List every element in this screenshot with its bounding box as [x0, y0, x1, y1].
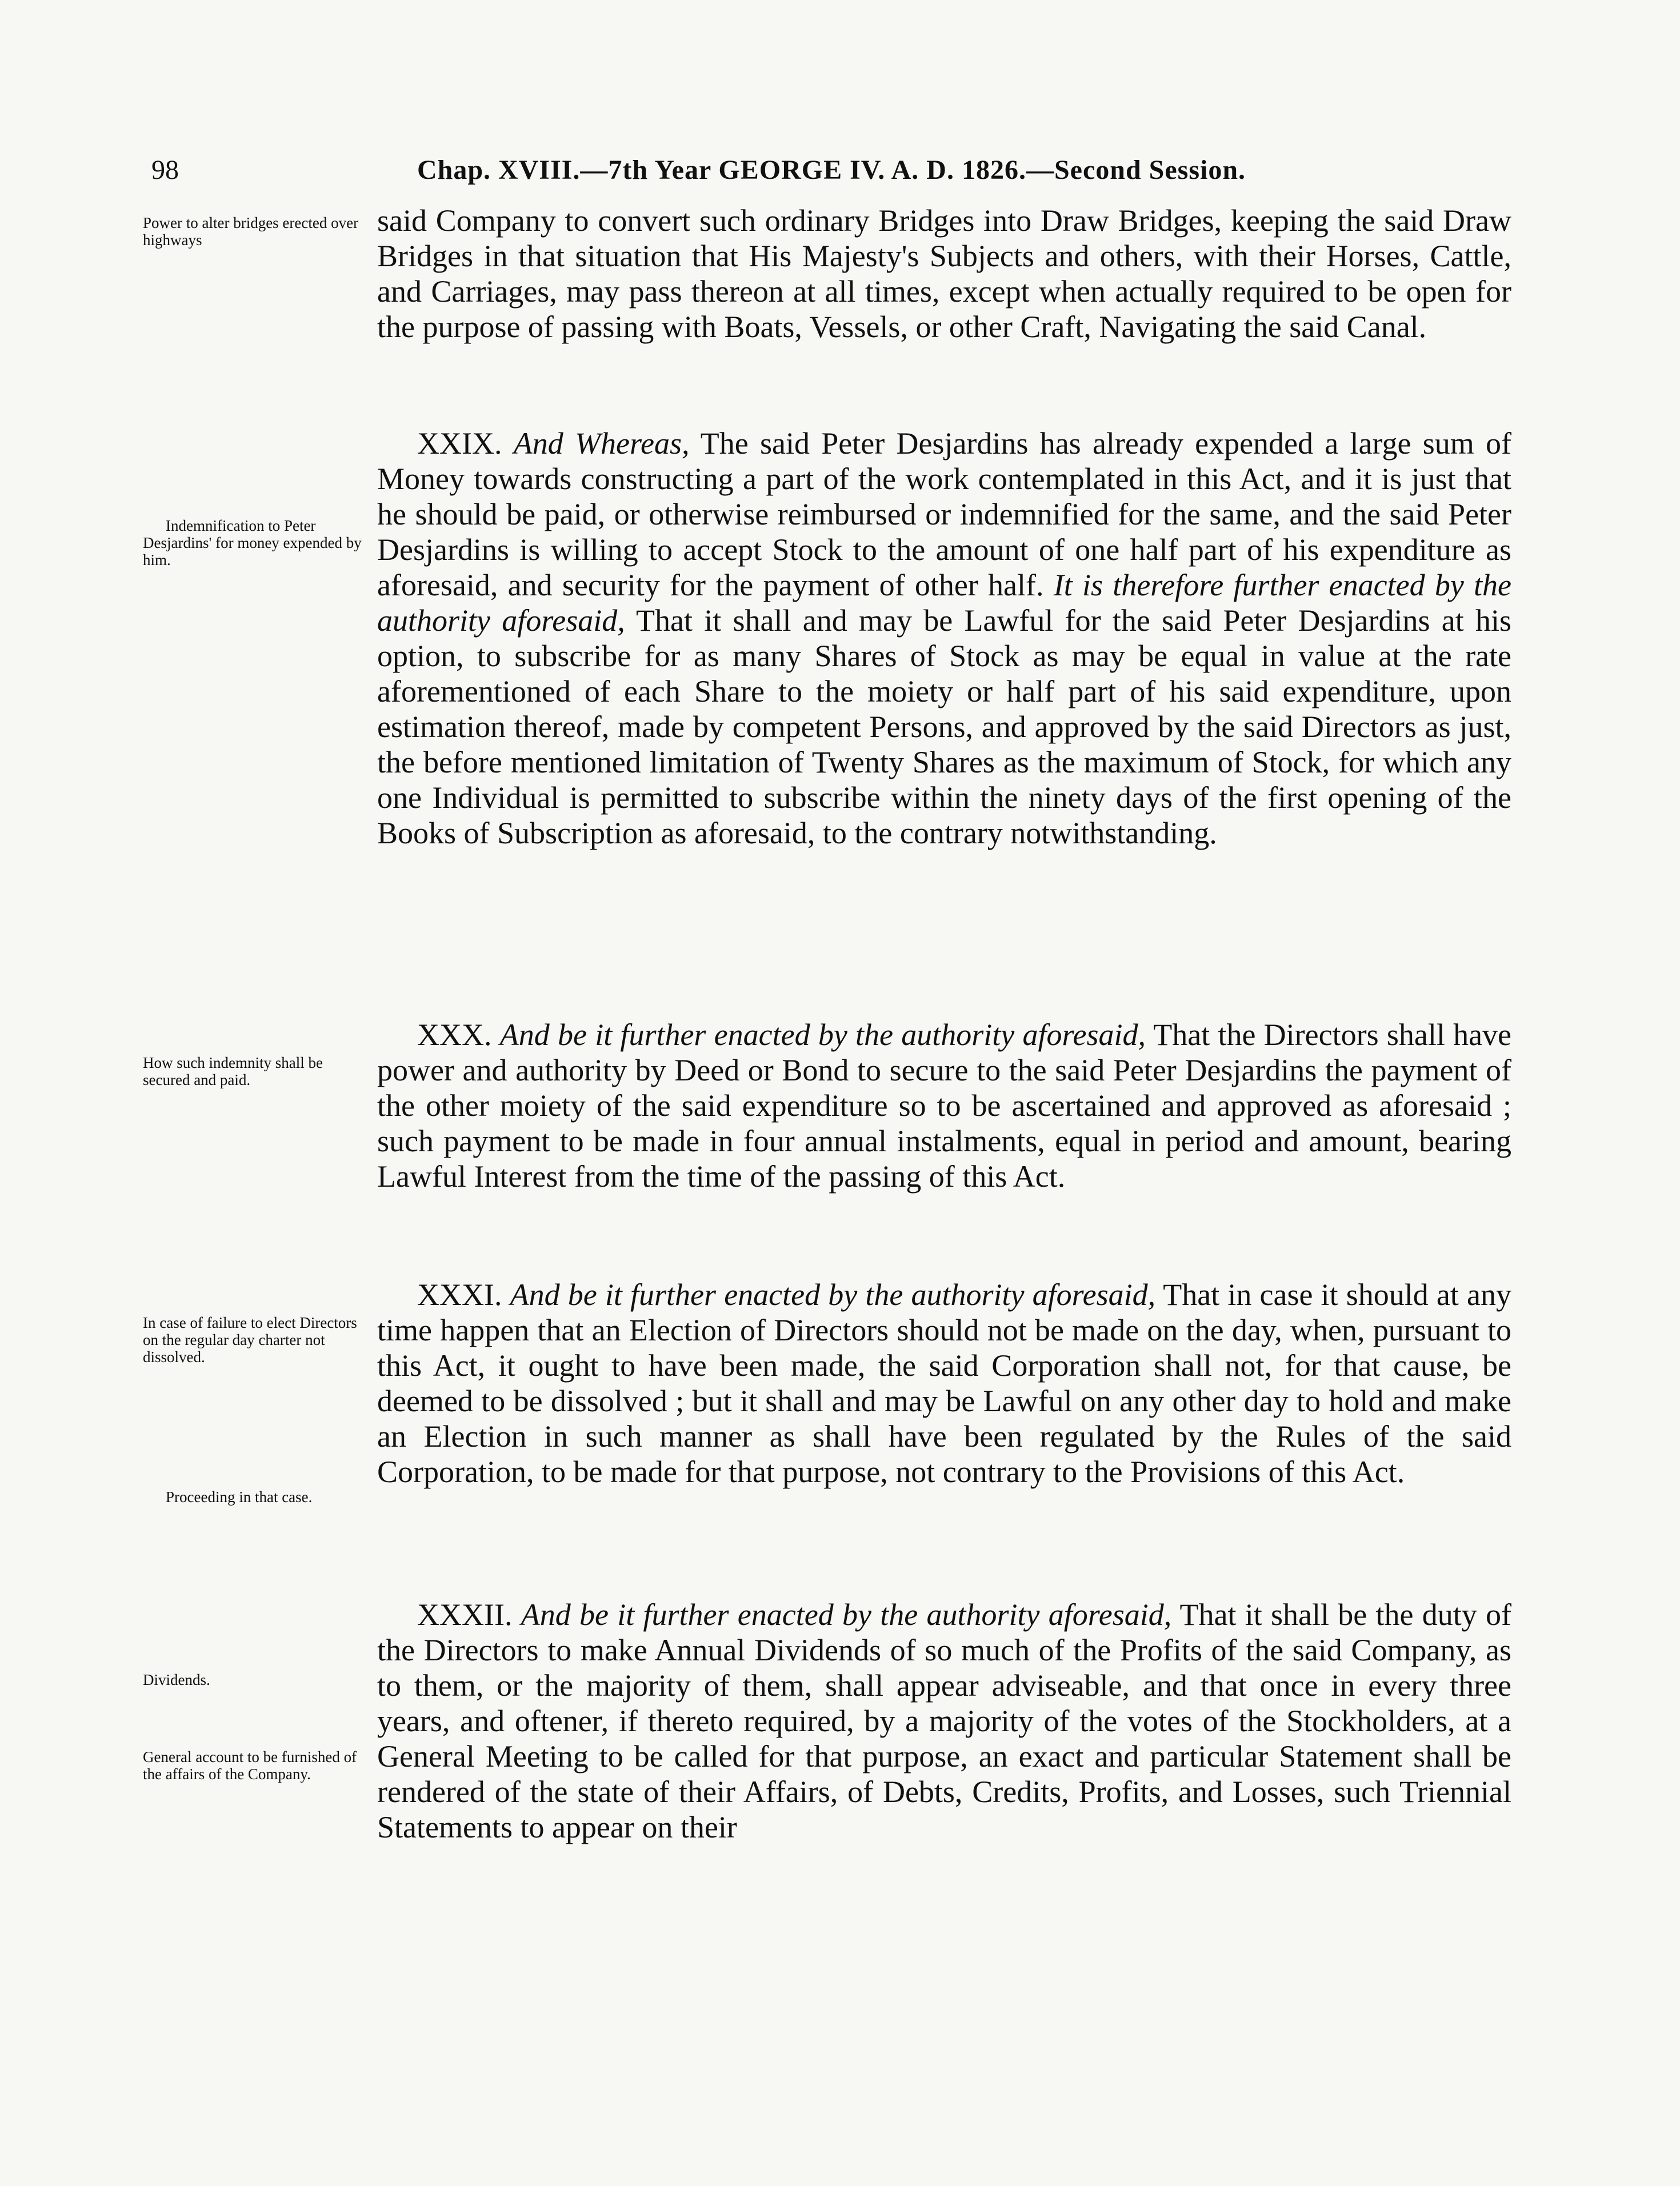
section-text: The said Peter Desjardins has already expended a large sum of Money towards constructing a part of the work contemplated in this Act, and it is just that he should be paid, or otherwise reimbursed or indemnified for the same, and the said Peter Desjardins is willing to accept Stock to the amount of one half part of his expenditure as aforesaid, and security for the payment of other half. — [377, 426, 1511, 602]
section-text: That it shall be the duty of the Directors to make Annual Dividends of so much of the Profits of the said Company, as to them, or the majority of them, shall appear adviseable, and that once in every three years, and oftener, if thereto required, by a majority of the votes of the Stockholders, at a General Meeting to be called for that purpose, an exact and particular Statement shall be rendered of the state of their Affairs, of Debts, Credits, Profits, and Losses, such Triennial Statements to appear on their — [377, 1598, 1512, 1844]
section-number: XXXI. — [417, 1278, 502, 1312]
section-enacting-clause: And be it further enacted by the authority aforesaid, — [499, 1018, 1146, 1052]
page-number: 98 — [151, 155, 179, 185]
sidenote-failure-to-elect: In case of failure to elect Directors on the regular day charter not dissolved. — [143, 1314, 357, 1366]
sidenote-dividends: Dividends. — [143, 1671, 210, 1688]
section-number: XXIX. — [417, 426, 502, 461]
section-enacting-clause: It is therefore further enacted by the authority aforesaid, — [377, 568, 1512, 638]
section-text: That in case it should at any time happen that an Election of Directors should not be made on the day, when, pursuant to this Act, it ought to have been made, the said Corporation shall not, for that cause, be deemed to be dissolved ; but it shall and may be Lawful on any other day to hold and make an Election in such manner as shall have been regulated by the Rules of the said Corporation, to be made for that purpose, not contrary to the Provisions of this Act. — [377, 1278, 1511, 1489]
section-enacting-clause: And be it further enacted by the authority aforesaid, — [510, 1278, 1156, 1312]
sidenote-indemnity-secured: How such indemnity shall be secured and paid. — [143, 1054, 323, 1088]
section-xxxi — [377, 1277, 1511, 1490]
section-xxxii — [377, 1597, 1511, 1845]
section-xxx — [377, 1017, 1511, 1194]
section-enacting-clause: And be it further enacted by the authority aforesaid, — [521, 1598, 1172, 1632]
running-head: Chap. XVIII.—7th Year GEORGE IV. A. D. 1826.—Second Session. — [417, 155, 1246, 185]
sidenote-indemnification: Indemnification to Peter Desjardins' for money expended by him. — [143, 517, 362, 568]
section-number: XXX. — [417, 1018, 492, 1052]
section-text: That the Directors shall have power and authority by Deed or Bond to secure to the said Peter Desjardins the payment of the other moiety of the said expenditure so to be ascertained and approved as aforesaid ; such payment to be made in four annual instalments, equal in period and amount, bearing Lawful Interest from the time of the passing of this Act. — [377, 1018, 1512, 1194]
page-header — [0, 154, 1680, 194]
section-text: That it shall and may be Lawful for the said Peter Desjardins at his option, to subscribe for as many Shares of Stock as may be equal in value at the rate aforementioned of each Share to the moiety or half part of his said expenditure, upon estimation thereof, made by competent Persons, and approved by the said Directors as just, the before mentioned limitation of Twenty Shares as the maximum of Stock, for which any one Individual is permitted to subscribe within the ninety days of the first opening of the Books of Subscription as aforesaid, to the contrary notwithstanding. — [377, 603, 1511, 850]
section-xxix — [377, 426, 1511, 851]
section-lead: And Whereas, — [513, 426, 690, 461]
section-intro — [377, 203, 1511, 345]
section-number: XXXII. — [417, 1598, 513, 1632]
sidenote-proceeding: Proceeding in that case. — [166, 1488, 313, 1506]
intro-text: said Company to convert such ordinary Bridges into Draw Bridges, keeping the said Draw Bridges in that situation that His Majesty's Subjects and others, with their Horses, Cattle, and Carriages, may pass thereon at all times, except when actually required to be open for the purpose of passing with Boats, Vessels, or other Craft, Navigating the said Canal. — [377, 203, 1511, 344]
sidenote-alter-bridges: Power to alter bridges erected over highways — [143, 214, 359, 249]
sidenote-general-account: General account to be furnished of the affairs of the Company. — [143, 1748, 357, 1783]
